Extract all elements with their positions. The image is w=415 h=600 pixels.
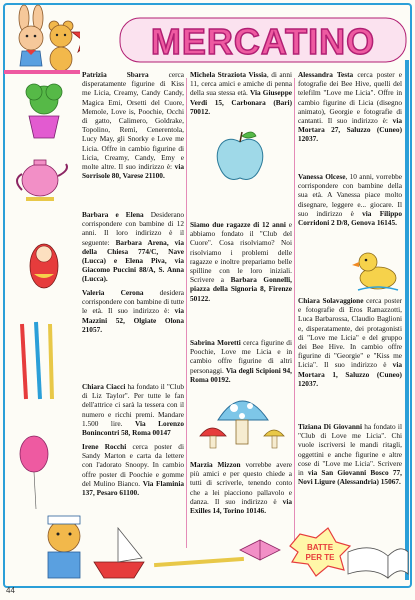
boat-icon (94, 528, 144, 578)
column-3 (298, 70, 402, 568)
book-icon (348, 548, 408, 578)
listing: Alessandra Testa cerca poster e fotografie dei Bee Hive, quelli del telefilm "Love me Licia". Offre in cambio figurine di Licia (disegno animato), Georgie e fotografie di cantanti. Il suo indirizzo è: via Mortara 27, Saluzzo (Cuneo) 12037. (298, 70, 402, 144)
bow-icon (240, 540, 280, 560)
listing: Valeria Cerona desidera corrispondere con bambine di tutte le età. Il suo indirizzo è: via Mazzini 52, Olgiate Olona 21057. (82, 288, 184, 334)
badge-text-1: BATTE (306, 543, 334, 552)
column-2 (190, 70, 292, 568)
listing: Tiziana Di Giovanni ha fondato il "Club di Love me Licia". Chi vuole iscriversi le mandi ritagli, oggettini e anche figurine e altre cose di "Love me Licia". Scrivere in via San Giovanni Bosco 77, Novi Ligure (Alessandria) 15067. (298, 422, 402, 487)
listing: Patrizia Sbarra cerca disperatamente figurine di Kiss me Licia, Creamy, Candy Candy, Magica Emi, Orsetti del Cuore, Memole, Love is, Poochie, Occhi di gatto, Calimero, Goldrake, Topolino, Remì, Cenerentola, Lucy May, gli Snorky e Love me Licia. Offre in cambio figurine di Licia, Creamy, Candy, Emy e molte altre. Il suo indirizzo è: via Sorrisole 80, Varese 21100. (82, 70, 184, 181)
title-banner (118, 12, 408, 68)
wrench-icon (154, 557, 244, 567)
column-divider (186, 78, 187, 548)
sailor-bear-icon (48, 516, 80, 578)
teddy-bear-icon (49, 21, 73, 71)
listing: Barbara e Elena Desiderano corrispondere con bambine di 12 anni. Il loro indirizzo è il seguente: Barbara Arena, via della Chiesa 774/C, Nave (Lucca) e Elena Piva, via Giacomo Puccini 88/A, S. Anna (Lucca). (82, 210, 184, 284)
mushroom-icon (198, 386, 286, 456)
listing: Chiara Solavaggione cerca poster e fotografie di Eros Ramazzotti, Luca Barbarossa, Claudio Baglioni e, disperatamente, dei protagonisti di "Love me Licia" e del gruppo dei Bee Hive. In cambio offre figurine di "Georgie" e "Kiss me Licia". Il suo indirizzo è via Mortara 1, Saluzzo (Cuneo) 12037. (298, 296, 402, 388)
duck-icon (352, 248, 400, 292)
page-title: MERCATINO (150, 21, 376, 62)
teapot-icon (17, 160, 67, 201)
listing: Marzia Mizzon vorrebbe avere più amici e per questo chiede a tutti di scriverle, tenendo conto che a lei piacciono pallavolo e danza. Il suo indirizzo è via Exilles 14, Torino 10146. (190, 460, 292, 516)
column-divider (294, 78, 295, 548)
listing: Chiara Ciacci ha fondato il "Club di Liz Taylor". Per tutte le fan dell'attrice ci sarà la tessera con il numero e ricchi premi. Mandare 1.500 lire. Via Lorenzo Bonincontri 58, Roma 00147 (82, 382, 184, 438)
bottom-decorations (4, 512, 409, 586)
badge-text-2: PER TE (305, 553, 335, 562)
listing: Vanessa Olcese, 10 anni, vorrebbe corrispondere con bambine della sua età. A Vanessa piace molto disegnare, leggere e... giocare. Il suo indirizzo è via Filippo Corridoni 2 D/8, Genova 16145. (298, 172, 402, 228)
left-decorations (4, 4, 80, 579)
apple-icon (212, 128, 268, 186)
listing: Sabrina Moretti cerca figurine di Poochie, Love me Licia e in cambio offre figurine di altri personaggi. Via degli Scipioni 94, Roma 00192. (190, 338, 292, 384)
plant-icon (26, 84, 62, 138)
listing: Siamo due ragazze di 12 anni e abbiamo fondato il "Club del Cuore". Cosa risolviamo? Noi risolviamo i problemi delle ragazze e inoltre prepariamo belle spilline con le loro iniziali. Scrivere a Barbara Gonnelli, piazza della Signoria 8, Firenze 50122. (190, 220, 292, 303)
classified-columns (82, 70, 407, 568)
badge-icon (290, 528, 350, 576)
page-number: 44 (6, 586, 15, 595)
listing: Michela Straziota Vissia, di anni 11, cerca amici e amiche di penna della sua stessa età. Via Giuseppe Verdi 15, Carbonara (Bari) 70012. (190, 70, 292, 116)
column-1 (82, 70, 184, 568)
kite-icon (22, 322, 52, 399)
balloon-icon (20, 436, 48, 509)
listing: Irene Rocchi cerca poster di Sandy Marton e carta da lettere con l'adorato Snoopy. In cambio offre poster di Poochie e gomme del Mulino Bianco. Via Flaminia 137, Pesaro 61100. (82, 442, 184, 498)
doll-icon (30, 244, 58, 288)
bunny-icon (19, 5, 43, 66)
